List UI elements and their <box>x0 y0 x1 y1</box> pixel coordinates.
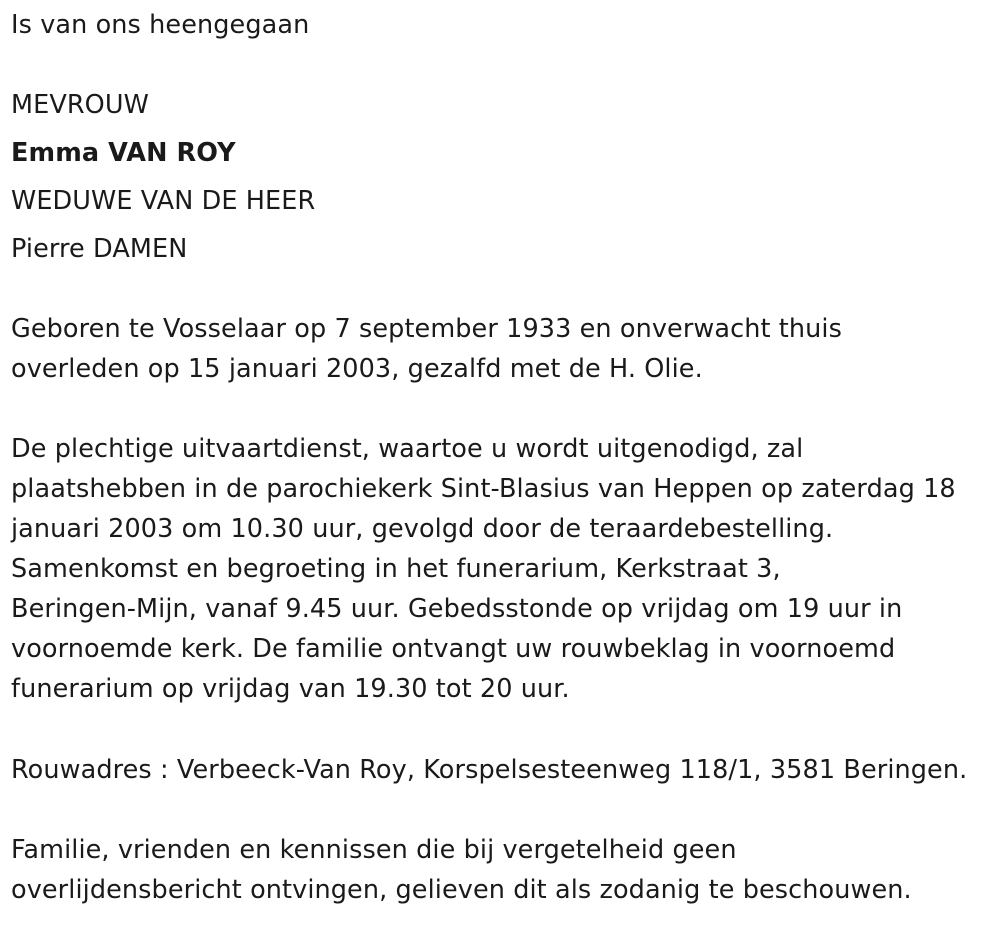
ceremony-line-4: Samenkomst en begroeting in het funerarium, Kerkstraat 3, <box>11 554 781 584</box>
deceased-name: Emma VAN ROY <box>11 138 236 168</box>
honorific-title: MEVROUW <box>11 90 149 120</box>
ceremony-line-7: funerarium op vrijdag van 19.30 tot 20 uur. <box>11 674 570 704</box>
relation-line: WEDUWE VAN DE HEER <box>11 186 316 216</box>
birth-death-line-1: Geboren te Vosselaar op 7 september 1933 en onverwacht thuis <box>11 314 842 344</box>
ceremony-line-1: De plechtige uitvaartdienst, waartoe u wordt uitgenodigd, zal <box>11 434 804 464</box>
ceremony-line-5: Beringen-Mijn, vanaf 9.45 uur. Gebedsstonde op vrijdag om 19 uur in <box>11 594 903 624</box>
closing-line-2: overlijdensbericht ontvingen, gelieven dit als zodanig te beschouwen. <box>11 875 912 905</box>
ceremony-line-2: plaatshebben in de parochiekerk Sint-Blasius van Heppen op zaterdag 18 <box>11 474 956 504</box>
mourning-address: Rouwadres : Verbeeck-Van Roy, Korspelsesteenweg 118/1, 3581 Beringen. <box>11 755 968 785</box>
intro-line: Is van ons heengegaan <box>11 10 310 40</box>
closing-line-1: Familie, vrienden en kennissen die bij vergetelheid geen <box>11 835 737 865</box>
ceremony-line-6: voornoemde kerk. De familie ontvangt uw rouwbeklag in voornoemd <box>11 634 896 664</box>
ceremony-line-3: januari 2003 om 10.30 uur, gevolgd door de teraardebestelling. <box>11 514 834 544</box>
birth-death-line-2: overleden op 15 januari 2003, gezalfd met de H. Olie. <box>11 354 703 384</box>
spouse-name: Pierre DAMEN <box>11 234 188 264</box>
